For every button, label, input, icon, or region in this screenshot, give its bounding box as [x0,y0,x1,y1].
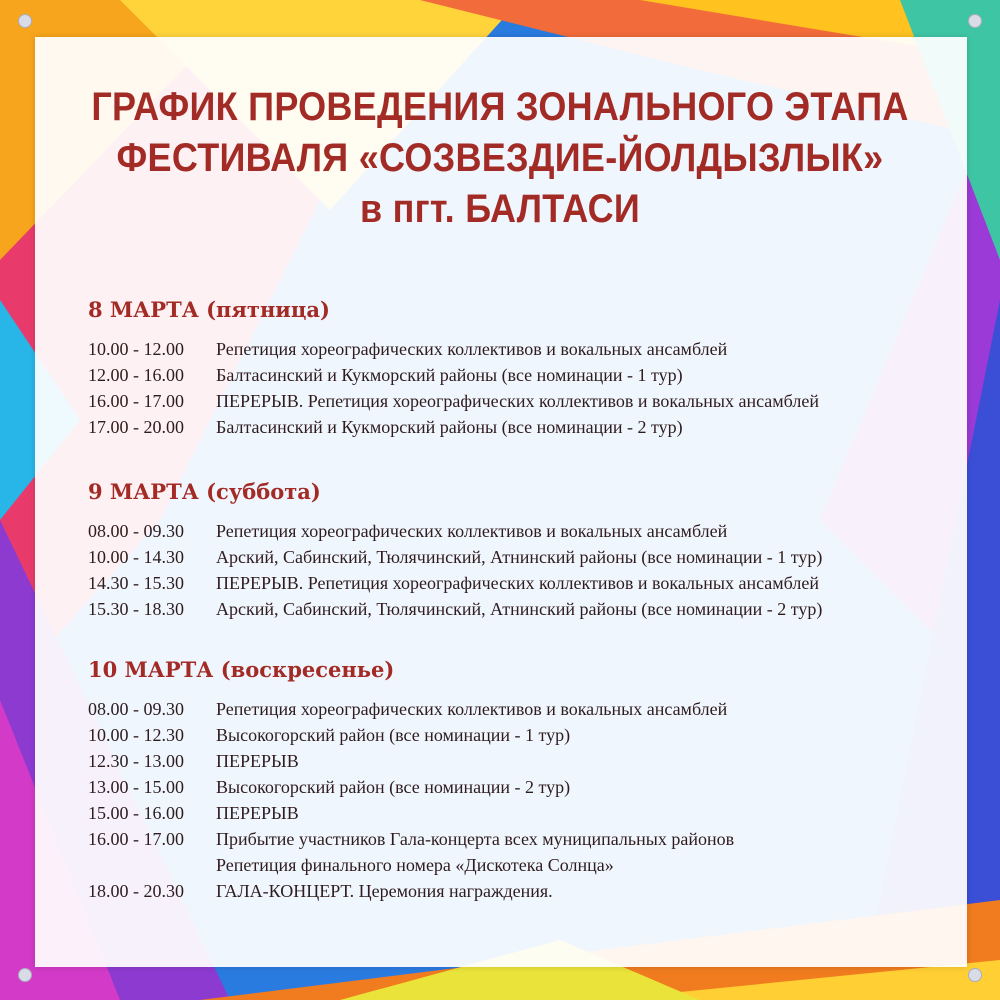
row-time: 10.00 - 12.00 [88,339,184,359]
row-description: Высокогорский район (все номинации - 2 тур) [216,777,571,797]
row-description [216,826,960,878]
schedule-row [88,518,960,544]
row-time: 18.00 - 20.30 [88,881,184,901]
schedule-row [88,878,960,904]
day-heading: 8 МАРТА (пятница) [88,297,330,322]
schedule-row [88,596,960,622]
row-time: 12.30 - 13.00 [88,751,184,771]
day-section [88,478,960,622]
schedule-row [88,696,960,722]
row-description: ГАЛА-КОНЦЕРТ. Церемония награждения. [216,881,553,901]
pin-bottom-right [968,968,982,982]
schedule-row [88,544,960,570]
day-section [88,296,960,440]
pin-top-left [18,14,32,28]
row-time: 15.00 - 16.00 [88,803,184,823]
day-heading: 9 МАРТА (суббота) [88,479,321,504]
row-description: Репетиция хореографических коллективов и вокальных ансамблей [216,339,728,359]
row-time: 15.30 - 18.30 [88,599,184,619]
row-description-line-2: Репетиция финального номера «Дискотека Солнца» [216,855,614,875]
row-time: 12.00 - 16.00 [88,365,184,385]
schedule-row [88,774,960,800]
row-time: 08.00 - 09.30 [88,521,184,541]
row-description: ПЕРЕРЫВ [216,751,299,771]
schedule-row [88,570,960,596]
row-description-line-1: Прибытие участников Гала-концерта всех муниципальных районов [216,829,735,849]
row-description: Репетиция хореографических коллективов и вокальных ансамблей [216,699,728,719]
schedule-row [88,362,960,388]
title-line-1: ГРАФИК ПРОВЕДЕНИЯ ЗОНАЛЬНОГО ЭТАПА [91,85,909,129]
row-time: 10.00 - 14.30 [88,547,184,567]
schedule-row [88,748,960,774]
row-time: 14.30 - 15.30 [88,573,184,593]
schedule-row [88,388,960,414]
row-time: 13.00 - 15.00 [88,777,184,797]
row-description: ПЕРЕРЫВ [216,803,299,823]
row-description: Арский, Сабинский, Тюлячинский, Атнинский районы (все номинации - 2 тур) [216,599,823,619]
row-time: 08.00 - 09.30 [88,699,184,719]
row-time: 16.00 - 17.00 [88,391,184,411]
row-description: Балтасинский и Кукморский районы (все номинации - 2 тур) [216,417,683,437]
row-description: Балтасинский и Кукморский районы (все номинации - 1 тур) [216,365,683,385]
day-heading: 10 МАРТА (воскресенье) [88,657,395,682]
schedule-row [88,414,960,440]
row-description: Репетиция хореографических коллективов и вокальных ансамблей [216,521,728,541]
schedule-row [88,722,960,748]
row-description: ПЕРЕРЫВ. Репетиция хореографических коллективов и вокальных ансамблей [216,391,819,411]
row-time: 17.00 - 20.00 [88,417,184,437]
page-title [50,82,950,235]
pin-bottom-left [18,968,32,982]
schedule-row [88,800,960,826]
pin-top-right [968,14,982,28]
row-description: Высокогорский район (все номинации - 1 тур) [216,725,571,745]
title-line-3: в пгт. БАЛТАСИ [359,187,641,231]
schedule-row [88,336,960,362]
day-section [88,656,960,904]
title-line-2: ФЕСТИВАЛЯ «СОЗВЕЗДИЕ-ЙОЛДЫЗЛЫК» [116,136,884,180]
row-time: 10.00 - 12.30 [88,725,184,745]
row-time: 16.00 - 17.00 [88,829,184,849]
row-description: ПЕРЕРЫВ. Репетиция хореографических коллективов и вокальных ансамблей [216,573,819,593]
row-description: Арский, Сабинский, Тюлячинский, Атнинский районы (все номинации - 1 тур) [216,547,823,567]
schedule-row [88,826,960,878]
